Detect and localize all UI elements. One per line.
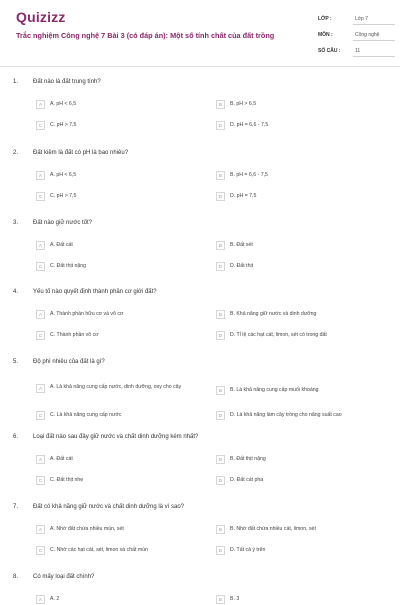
class-value: Lớp 7 [353, 14, 395, 25]
option-letter-box[interactable]: B [216, 525, 225, 534]
answer-option-b[interactable] [216, 453, 266, 465]
question-number: 4. [13, 289, 19, 295]
answer-option-b[interactable] [216, 98, 256, 110]
option-letter-box[interactable]: D [216, 262, 225, 271]
answer-option-b[interactable] [216, 593, 239, 605]
option-text: A. Thành phần hữu cơ và vô cơ [50, 310, 124, 317]
option-text: C. Đất thịt nặng [50, 262, 87, 269]
question-number: 1. [13, 79, 19, 85]
option-text: A. Đất cát [50, 455, 73, 462]
option-text: A. pH < 6,5 [50, 100, 77, 107]
option-text: B. Đất thịt nặng [230, 455, 266, 462]
question-text: Loại đất nào sau đây giữ nước và chất dinh dưỡng kém nhất? [33, 434, 199, 440]
answer-option-d[interactable] [216, 474, 263, 486]
subject-label: MÔN : [318, 32, 333, 38]
question-text: Đất nào giữ nước tốt? [33, 220, 92, 226]
question-text: Đất nào là đất trung tính? [33, 79, 101, 85]
meta-row-class [318, 12, 395, 26]
option-letter-box[interactable]: A [36, 525, 45, 534]
option-text: D. Đất thịt [230, 262, 254, 269]
option-letter-box[interactable]: D [216, 331, 225, 340]
answer-option-c[interactable] [36, 474, 83, 486]
answer-option-c[interactable] [36, 260, 86, 272]
option-letter-box[interactable]: D [216, 192, 225, 201]
option-text: B. Nhờ đất chứa nhiều cát, limon, sét [230, 525, 316, 532]
option-text: D. Đất cát pha [230, 476, 264, 483]
option-text: D. pH = 7,5 [230, 192, 257, 199]
option-letter-box[interactable]: A [36, 384, 45, 393]
option-text: C. Là khả năng cung cấp nước [50, 411, 122, 418]
option-text: D. pH = 6,6 - 7,5 [230, 121, 269, 128]
option-letter-box[interactable]: B [216, 241, 225, 250]
answer-option-c[interactable] [36, 119, 76, 131]
answer-option-b[interactable] [216, 308, 316, 320]
answer-option-b[interactable] [216, 169, 268, 181]
answer-option-c[interactable] [36, 544, 148, 556]
answer-option-a[interactable] [36, 239, 73, 251]
answer-option-a[interactable] [36, 384, 200, 396]
option-letter-box[interactable]: C [36, 546, 45, 555]
option-letter-box[interactable]: B [216, 595, 225, 604]
option-text: A. Đất cát [50, 241, 73, 248]
answer-option-a[interactable] [36, 453, 73, 465]
answer-option-b[interactable] [216, 384, 319, 396]
option-text: C. Đất thịt nhẹ [50, 476, 84, 483]
answer-option-d[interactable] [216, 260, 253, 272]
option-letter-box[interactable]: A [36, 241, 45, 250]
option-text: B. pH > 6,5 [230, 100, 257, 107]
option-text: C. pH > 7,5 [50, 192, 77, 199]
option-letter-box[interactable]: B [216, 171, 225, 180]
page-title: Trắc nghiệm Công nghệ 7 Bài 3 (có đáp án): Một số tính chất của đất trồng [16, 31, 275, 40]
answer-option-a[interactable] [36, 593, 59, 605]
option-letter-box[interactable]: B [216, 100, 225, 109]
question-count-value: 11 [353, 46, 395, 57]
option-text: C. Thành phần vô cơ [50, 331, 99, 338]
option-letter-box[interactable]: D [216, 476, 225, 485]
answer-option-a[interactable] [36, 98, 76, 110]
option-text: A. pH < 6,5 [50, 171, 77, 178]
option-text: A. 2 [50, 595, 60, 602]
question-text: Độ phì nhiêu của đất là gì? [33, 359, 105, 365]
option-letter-box[interactable]: B [216, 310, 225, 319]
option-letter-box[interactable]: C [36, 476, 45, 485]
subject-value: Công nghệ [353, 30, 395, 41]
answer-option-d[interactable] [216, 544, 265, 556]
question-text: Đất có khả năng giữ nước và chất dinh dưỡng là vì sao? [33, 504, 185, 510]
meta-row-count [318, 44, 395, 58]
option-letter-box[interactable]: B [216, 455, 225, 464]
answer-option-a[interactable] [36, 169, 76, 181]
option-letter-box[interactable]: D [216, 121, 225, 130]
option-text: B. 3 [230, 595, 240, 602]
question-count-label: SỐ CÂU : [318, 48, 341, 54]
quizizz-logo: Quizizz [16, 9, 66, 25]
option-text: C. pH > 7,5 [50, 121, 77, 128]
option-letter-box[interactable]: C [36, 192, 45, 201]
answer-option-d[interactable] [216, 409, 342, 421]
document-header [0, 0, 400, 62]
meta-row-subject [318, 28, 395, 42]
question-text: Đất kiềm là đất có pH là bao nhiêu? [33, 150, 129, 156]
question-number: 5. [13, 359, 19, 365]
question-text: Yếu tố nào quyết định thành phần cơ giới đất? [33, 289, 157, 295]
option-letter-box[interactable]: A [36, 455, 45, 464]
answer-option-d[interactable] [216, 119, 268, 131]
option-text: B. pH = 6,6 - 7,5 [230, 171, 268, 178]
question-number: 8. [13, 574, 19, 580]
option-letter-box[interactable]: C [36, 411, 45, 420]
answer-option-d[interactable] [216, 190, 256, 202]
header-divider [0, 66, 400, 67]
answer-option-b[interactable] [216, 523, 316, 535]
answer-option-a[interactable] [36, 523, 124, 535]
option-text: B. Khả năng giữ nước và dinh dưỡng [230, 310, 317, 317]
answer-option-d[interactable] [216, 329, 327, 341]
option-text: B. Đất sét [230, 241, 253, 248]
option-letter-box[interactable]: A [36, 310, 45, 319]
option-letter-box[interactable]: D [216, 546, 225, 555]
class-label: LỚP : [318, 16, 332, 22]
option-letter-box[interactable]: C [36, 331, 45, 340]
answer-option-c[interactable] [36, 409, 121, 421]
answer-option-c[interactable] [36, 190, 76, 202]
meta-panel [318, 12, 395, 60]
option-text: A. Nhờ đất chứa nhiều mùn, sét [50, 525, 124, 532]
option-letter-box[interactable]: A [36, 100, 45, 109]
option-letter-box[interactable]: B [216, 386, 225, 395]
answer-option-b[interactable] [216, 239, 253, 251]
option-letter-box[interactable]: C [36, 262, 45, 271]
option-letter-box[interactable]: D [216, 411, 225, 420]
question-number: 3. [13, 220, 19, 226]
question-number: 6. [13, 434, 19, 440]
question-number: 7. [13, 504, 19, 510]
question-text: Có mấy loại đất chính? [33, 574, 95, 580]
option-text: D. Tỉ lệ các hạt cát, limon, sét có trong đất [230, 331, 327, 338]
option-text: D. Là khả năng làm cây trồng cho năng suất cao [230, 411, 342, 418]
option-letter-box[interactable]: C [36, 121, 45, 130]
option-letter-box[interactable]: A [36, 171, 45, 180]
option-text: B. Là khả năng cung cấp muối khoáng [230, 386, 319, 393]
question-number: 2. [13, 150, 19, 156]
option-text: A. Là khả năng cung cấp nước, dinh dưỡng, oxy cho cây [50, 384, 182, 390]
option-text: D. Tất cả ý trên [230, 546, 266, 553]
option-letter-box[interactable]: A [36, 595, 45, 604]
option-text: C. Nhờ các hạt cát, sét, limon và chất mùn [50, 546, 148, 553]
answer-option-c[interactable] [36, 329, 99, 341]
answer-option-a[interactable] [36, 308, 123, 320]
